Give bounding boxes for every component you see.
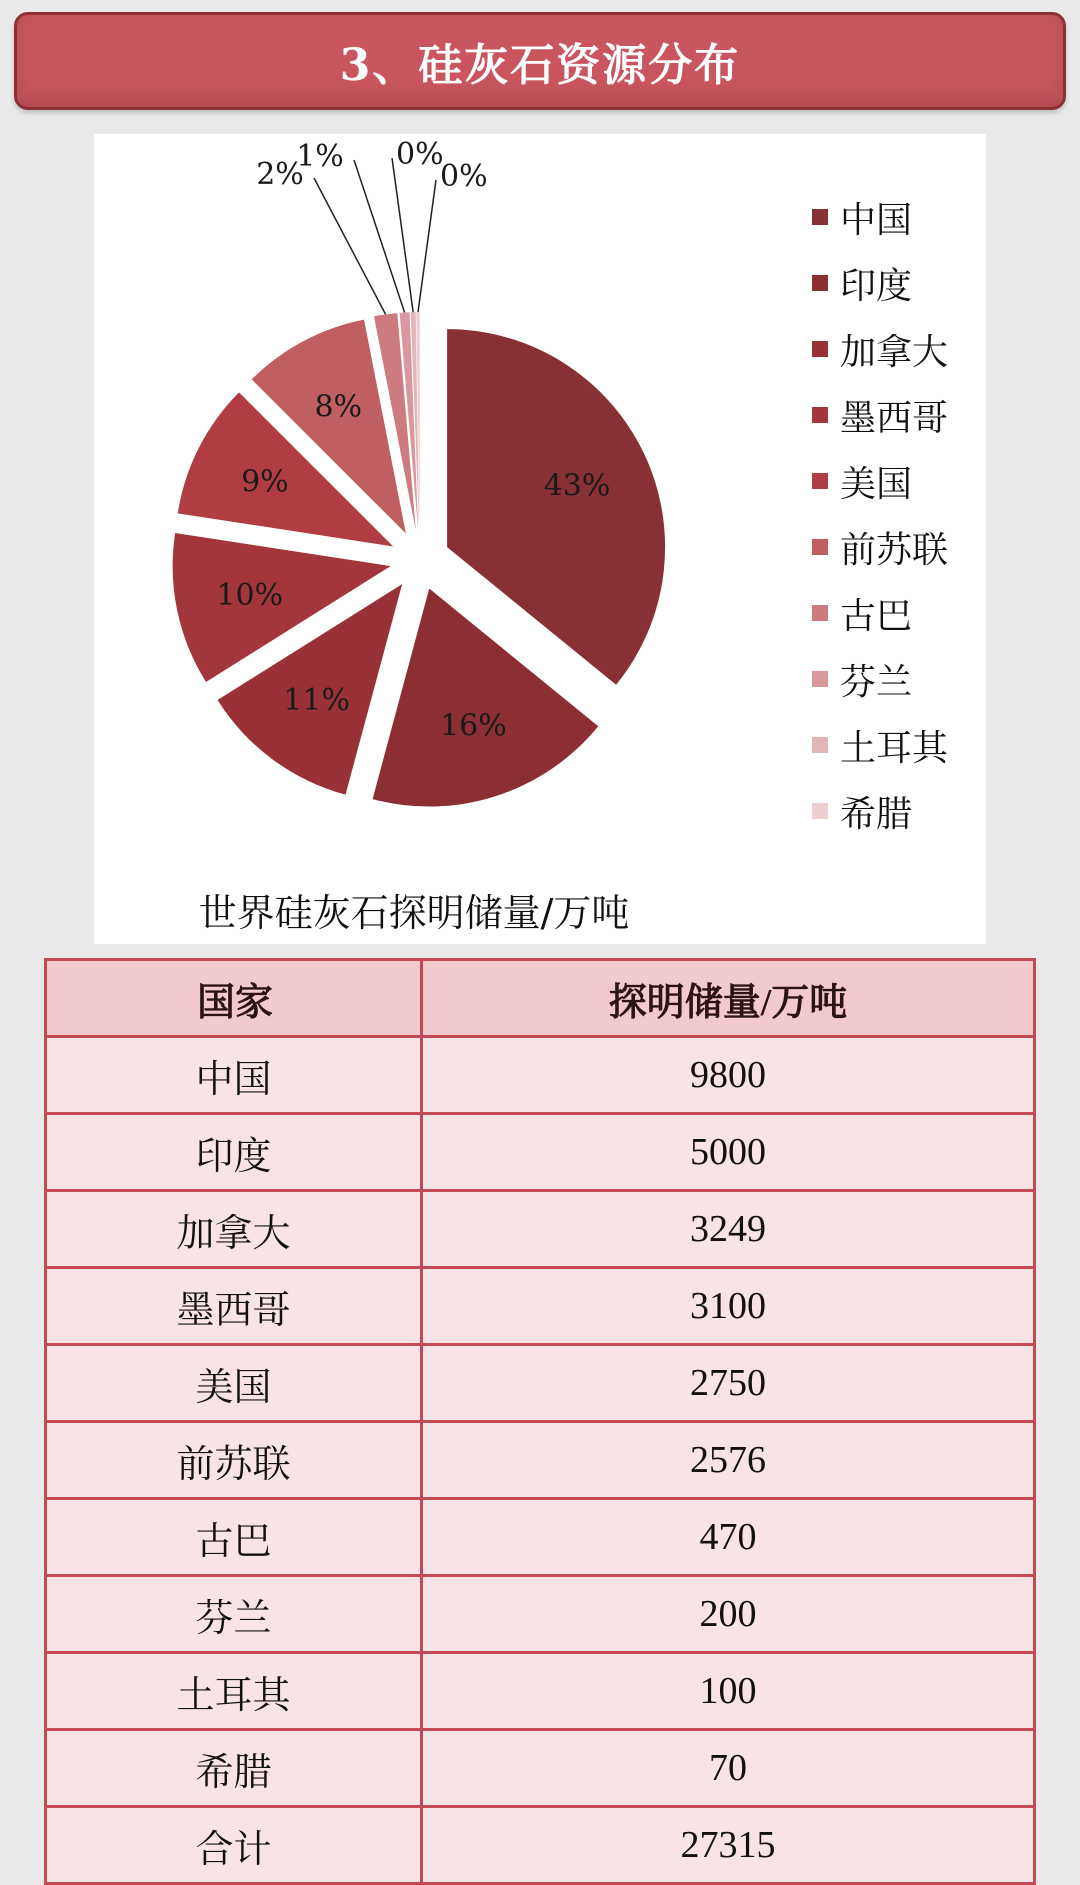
slice-percent-label: 16% [440,708,507,744]
legend-swatch [812,539,828,555]
page-title: 3、硅灰石资源分布 [339,40,741,91]
legend-item [812,250,982,316]
slice-percent-label: 1% [296,139,344,174]
legend-label: 芬兰 [840,661,913,703]
legend-swatch [812,209,828,225]
country-cell: 美国 [46,1345,422,1422]
slice-percent-label: 0% [440,159,488,194]
legend-swatch [812,275,828,291]
column-header-reserves: 探明储量/万吨 [422,960,1035,1037]
legend-item [812,184,982,250]
slice-percent-label: 8% [314,389,363,425]
legend-swatch [812,803,828,819]
table-header-row [46,960,1035,1037]
country-cell: 希腊 [46,1730,422,1807]
reserves-cell: 470 [422,1499,1035,1576]
reserves-cell: 27315 [422,1807,1035,1884]
leader-line [392,158,413,312]
table-row [46,1037,1035,1114]
reserves-cell: 2750 [422,1345,1035,1422]
chart-caption: 世界硅灰石探明储量/万吨 [198,891,630,935]
table-row [46,1807,1035,1884]
country-cell: 土耳其 [46,1653,422,1730]
legend-label: 前苏联 [840,529,949,571]
legend-item [812,646,982,712]
legend-label: 墨西哥 [840,397,949,439]
table-row [46,1191,1035,1268]
legend-label: 古巴 [840,595,913,637]
legend-item [812,778,982,844]
leader-line [418,180,436,312]
reserves-cell: 100 [422,1653,1035,1730]
country-cell: 古巴 [46,1499,422,1576]
country-cell: 前苏联 [46,1422,422,1499]
country-cell: 墨西哥 [46,1268,422,1345]
reserves-cell: 5000 [422,1114,1035,1191]
table-row [46,1499,1035,1576]
table-row [46,1653,1035,1730]
slice-percent-label: 10% [216,578,284,614]
legend-swatch [812,473,828,489]
country-cell: 芬兰 [46,1576,422,1653]
reserves-cell: 9800 [422,1037,1035,1114]
legend-label: 中国 [840,199,913,241]
legend-item [812,448,982,514]
legend-item [812,712,982,778]
title-banner [14,12,1066,110]
table-row [46,1345,1035,1422]
legend-item [812,382,982,448]
leader-line [354,160,405,312]
table-row [46,1268,1035,1345]
reserves-cell: 3100 [422,1268,1035,1345]
reserves-cell: 3249 [422,1191,1035,1268]
legend-swatch [812,737,828,753]
legend-label: 美国 [840,463,913,505]
table-row [46,1422,1035,1499]
column-header-country: 国家 [46,960,422,1037]
country-cell: 合计 [46,1807,422,1884]
legend-label: 加拿大 [840,331,949,373]
table-row [46,1576,1035,1653]
slice-percent-label: 0% [396,137,444,172]
legend-item [812,316,982,382]
slice-percent-label: 9% [241,464,289,500]
reserves-cell: 2576 [422,1422,1035,1499]
legend-swatch [812,341,828,357]
country-cell: 加拿大 [46,1191,422,1268]
country-cell: 中国 [46,1037,422,1114]
legend-label: 印度 [840,265,913,307]
table-row [46,1114,1035,1191]
legend-swatch [812,671,828,687]
table-row [46,1730,1035,1807]
reserves-table [44,958,1036,1885]
legend-item [812,580,982,646]
legend-swatch [812,407,828,423]
leader-line [314,178,386,314]
slice-percent-label: 43% [543,468,611,504]
chart-panel [94,134,986,944]
legend-item [812,514,982,580]
legend-swatch [812,605,828,621]
legend-label: 土耳其 [840,727,949,769]
chart-legend [812,184,982,844]
slice-percent-label: 11% [283,682,350,718]
slice-percent-label: 2% [256,157,304,192]
country-cell: 印度 [46,1114,422,1191]
reserves-cell: 200 [422,1576,1035,1653]
legend-label: 希腊 [840,793,913,835]
reserves-cell: 70 [422,1730,1035,1807]
